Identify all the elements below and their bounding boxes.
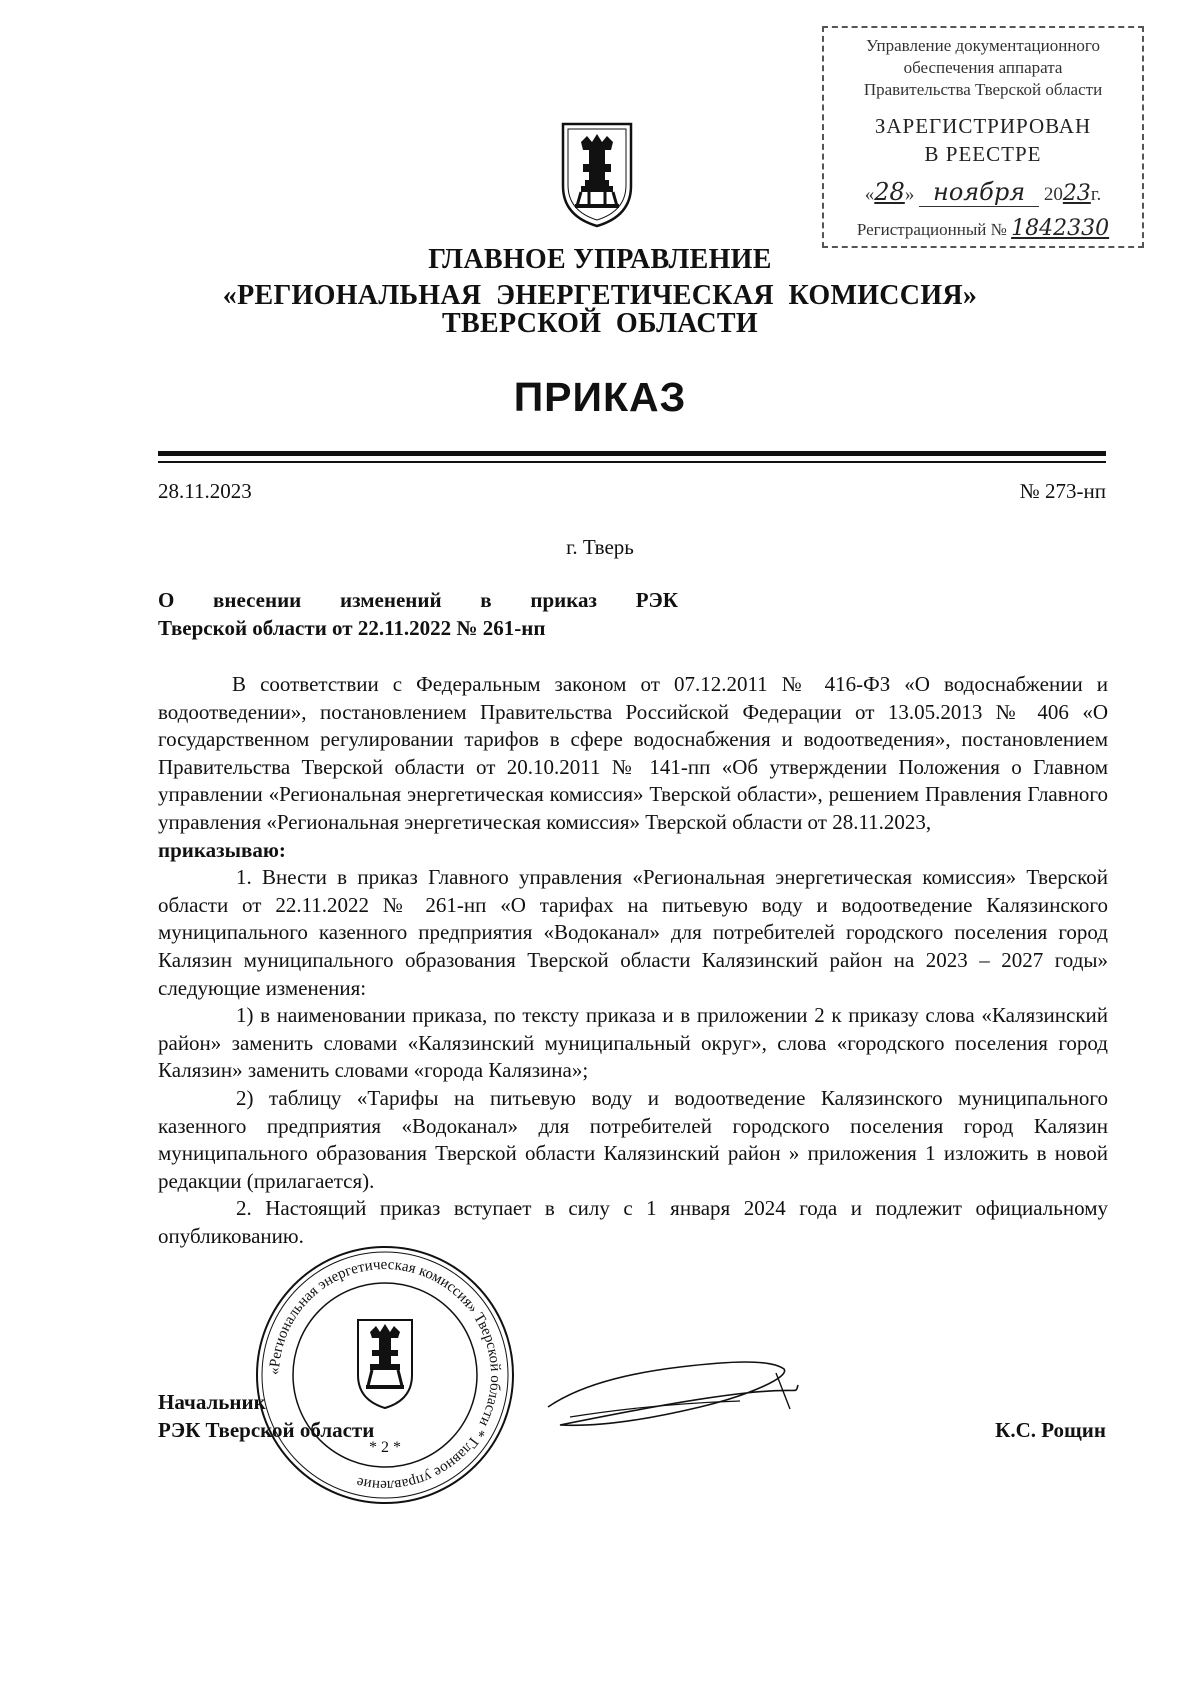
- document-subject: [158, 586, 678, 642]
- header-line1: ГЛАВНОЕ УПРАВЛЕНИЕ: [428, 244, 772, 275]
- stamp-org-line3: Правительства Тверской области: [863, 80, 1103, 99]
- document-city: г. Тверь: [566, 535, 634, 559]
- stamp-date: «28» ноября 2023г.: [864, 178, 1102, 206]
- signatory-title-line1: Начальник: [158, 1390, 266, 1414]
- handwritten-signature: [540, 1355, 810, 1440]
- seal-center-text: * 2 *: [369, 1439, 401, 1456]
- header-divider-thick: [158, 451, 1106, 456]
- signatory-title-line2: РЭК Тверской области: [158, 1418, 375, 1442]
- document-date: 28.11.2023: [158, 479, 252, 503]
- registration-stamp: [822, 26, 1144, 248]
- subject-line2: Тверской области от 22.11.2022 № 261-нп: [158, 616, 546, 640]
- stamp-org-line1: Управление документационного: [866, 36, 1100, 55]
- stamp-month: ноября: [919, 178, 1039, 207]
- seal-coat-of-arms-icon: [358, 1320, 412, 1408]
- item-1-2: 2) таблицу «Тарифы на питьевую воду и водоотведение Калязинского муниципального казенного предприятия «Водоканал» для потребителей городского поселения город Калязин муниципального образования Тверской области Калязинский район » приложения 1 изложить в новой редакции (прилагается).: [158, 1085, 1108, 1193]
- document-number: № 273-нп: [1019, 479, 1106, 503]
- stamp-year-end: г.: [1090, 184, 1102, 205]
- stamp-year-prefix: 20: [1043, 184, 1063, 205]
- stamp-reg-label: Регистрационный №: [856, 220, 1007, 239]
- order-word: приказываю:: [158, 837, 286, 862]
- item-2: 2. Настоящий приказ вступает в силу с 1 января 2024 года и подлежит официальному опубликованию.: [158, 1196, 1108, 1248]
- header-line3: ТВЕРСКОЙ ОБЛАСТИ: [442, 308, 758, 339]
- item-1-1: 1) в наименовании приказа, по тексту приказа и в приложении 2 к приказу слова «Калязинский район» заменить словами «Калязинский муниципальный округ», слова «городского поселения город Калязин» заменить словами «города Калязина»;: [158, 1003, 1108, 1083]
- stamp-day: 28: [874, 178, 905, 206]
- preamble-paragraph: В соответствии с Федеральным законом от 07.12.2011 № 416-ФЗ «О водоснабжении и водоотведении», постановлением Правительства Российской Федерации от 13.05.2013 № 406 «О государственном регулировании тарифов в сфере водоснабжения и водоотведения», постановлением Правительства Тверской области от 20.10.2011 № 141-пп «Об утверждении Положения о Главном управлении «Региональная энергетическая комиссия» Тверской области», решением Правления Главного управления «Региональная энергетическая комиссия» Тверской области от 28.11.2023,: [158, 672, 1108, 834]
- stamp-reg-row: [824, 216, 1142, 241]
- stamp-status-line1: ЗАРЕГИСТРИРОВАН: [874, 114, 1092, 138]
- signatory-name: К.С. Рощин: [995, 1418, 1106, 1442]
- coat-of-arms-icon: [559, 120, 635, 228]
- stamp-org-line2: обеспечения аппарата: [903, 58, 1063, 77]
- document-body: [158, 671, 1108, 1250]
- header-divider-thin: [158, 461, 1106, 463]
- item-1: 1. Внести в приказ Главного управления «Региональная энергетическая комиссия» Тверской области от 22.11.2022 № 261-нп «О тарифах на питьевую воду и водоотведение Калязинского муниципального казенного предприятия «Водоканал» для потребителей городского поселения город Калязин муниципального образования Тверской области Калязинский район на 2023 – 2027 годы» следующие изменения:: [158, 865, 1108, 1000]
- document-type-title: ПРИКАЗ: [513, 374, 687, 420]
- header-line2: «РЕГИОНАЛЬНАЯ ЭНЕРГЕТИЧЕСКАЯ КОМИССИЯ»: [222, 280, 978, 311]
- stamp-year-suffix: 23: [1062, 181, 1091, 206]
- stamp-reg-number: 1842330: [1011, 216, 1110, 241]
- subject-line1: О внесении изменений в приказ РЭК: [158, 588, 678, 612]
- stamp-status-line2: В РЕЕСТРЕ: [924, 142, 1042, 166]
- seal-ring-text: «Региональная энергетическая комиссия» Тверской области * Главное управление: [266, 1256, 504, 1494]
- svg-text:«Региональная энергетическая к: [267, 1257, 503, 1493]
- official-seal: [250, 1240, 520, 1510]
